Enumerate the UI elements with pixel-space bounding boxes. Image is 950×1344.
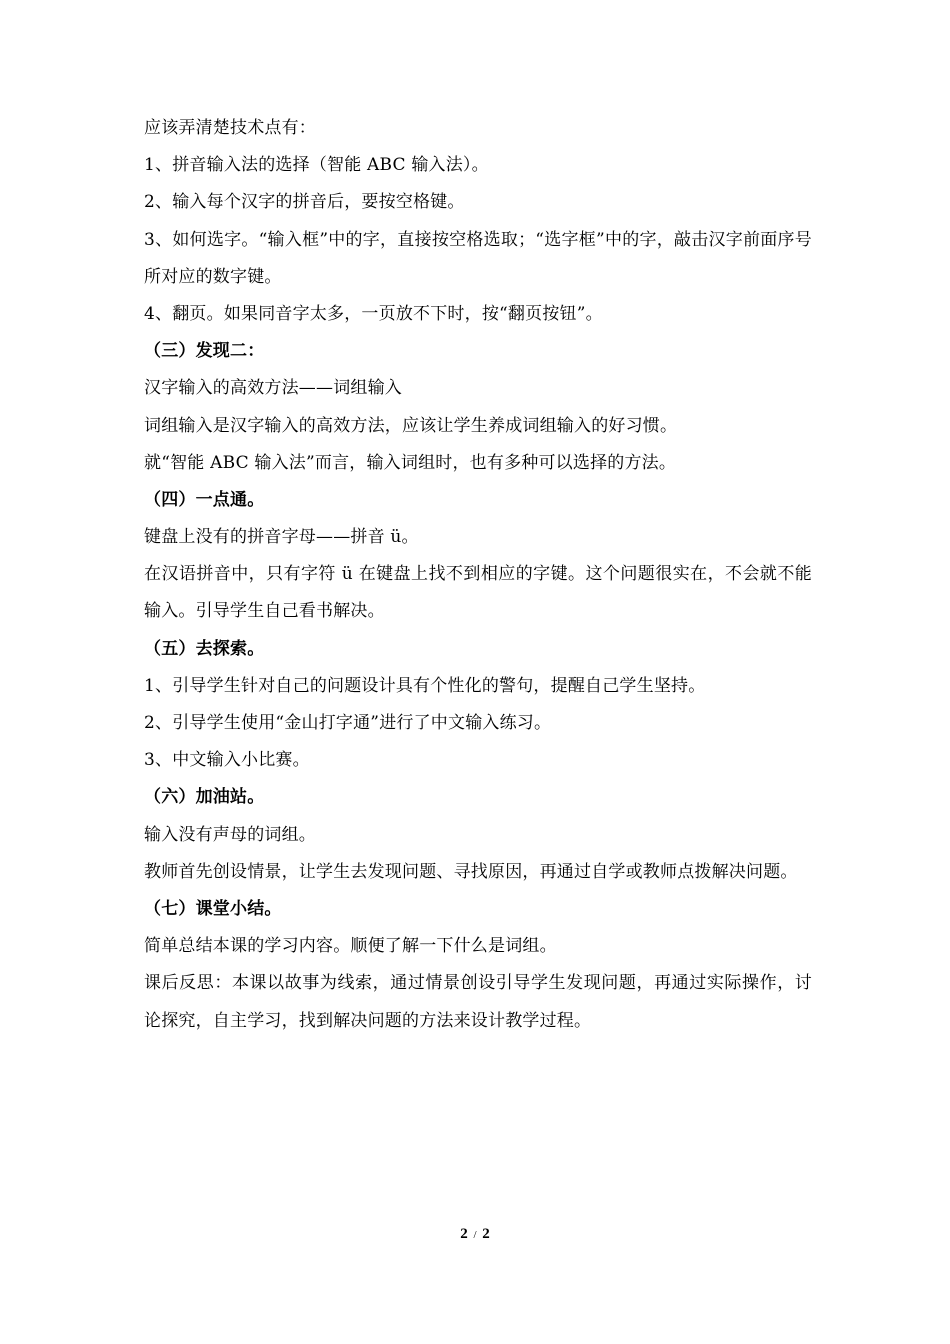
body-line: 就“智能 ABC 输入法”而言，输入词组时，也有多种可以选择的方法。 bbox=[144, 452, 677, 473]
body-line: 应该弄清楚技术点有： bbox=[144, 118, 316, 138]
body-line: 1、引导学生针对自己的问题设计具有个性化的警句，提醒自己学生坚持。 bbox=[144, 675, 706, 696]
body-line: 2、引导学生使用“金山打字通”进行了中文输入练习。 bbox=[144, 713, 552, 734]
body-line: 词组输入是汉字输入的高效方法，应该让学生养成词组输入的好习惯。 bbox=[144, 415, 678, 436]
body-line: 2、输入每个汉字的拼音后，要按空格键。 bbox=[144, 192, 465, 213]
page-separator: / bbox=[473, 1229, 477, 1241]
body-line: 汉字输入的高效方法——词组输入 bbox=[144, 378, 402, 399]
section-heading: （六）加油站。 bbox=[144, 787, 265, 808]
body-line: 3、中文输入小比赛。 bbox=[144, 750, 310, 771]
section-heading: （三）发现二： bbox=[144, 341, 265, 362]
body-paragraph: 教师首先创设情景，让学生去发现问题、寻找原因，再通过自学或教师点拨解决问题。 bbox=[144, 861, 798, 882]
body-line: 输入没有声母的词组。 bbox=[144, 824, 316, 845]
total-pages-number: 2 bbox=[482, 1226, 490, 1242]
body-paragraph: 3、如何选字。“输入框”中的字，直接按空格选取；“选字框”中的字，敲击汉字前面序号所对应的数字键。 bbox=[144, 229, 812, 287]
document-body bbox=[144, 110, 812, 1040]
body-paragraph: 在汉语拼音中，只有字符 ü 在键盘上找不到相应的字键。这个问题很实在，不会就不能输入。引导学生自己看书解决。 bbox=[144, 564, 812, 622]
body-paragraph: 课后反思：本课以故事为线索，通过情景创设引导学生发现问题，再通过实际操作，讨论探究，自主学习，找到解决问题的方法来设计教学过程。 bbox=[144, 973, 812, 1031]
body-line: 4、翻页。如果同音字太多，一页放不下时，按“翻页按钮”。 bbox=[144, 303, 603, 324]
section-heading: （四）一点通。 bbox=[144, 489, 265, 510]
body-line: 简单总结本课的学习内容。顺便了解一下什么是词组。 bbox=[144, 936, 557, 957]
current-page-number: 2 bbox=[460, 1226, 468, 1242]
body-line: 1、拼音输入法的选择（智能 ABC 输入法）。 bbox=[144, 155, 489, 176]
page-number bbox=[0, 1226, 950, 1243]
body-line: 键盘上没有的拼音字母——拼音 ü。 bbox=[144, 527, 419, 548]
section-heading: （七）课堂小结。 bbox=[144, 899, 282, 920]
section-heading: （五）去探索。 bbox=[144, 638, 265, 659]
